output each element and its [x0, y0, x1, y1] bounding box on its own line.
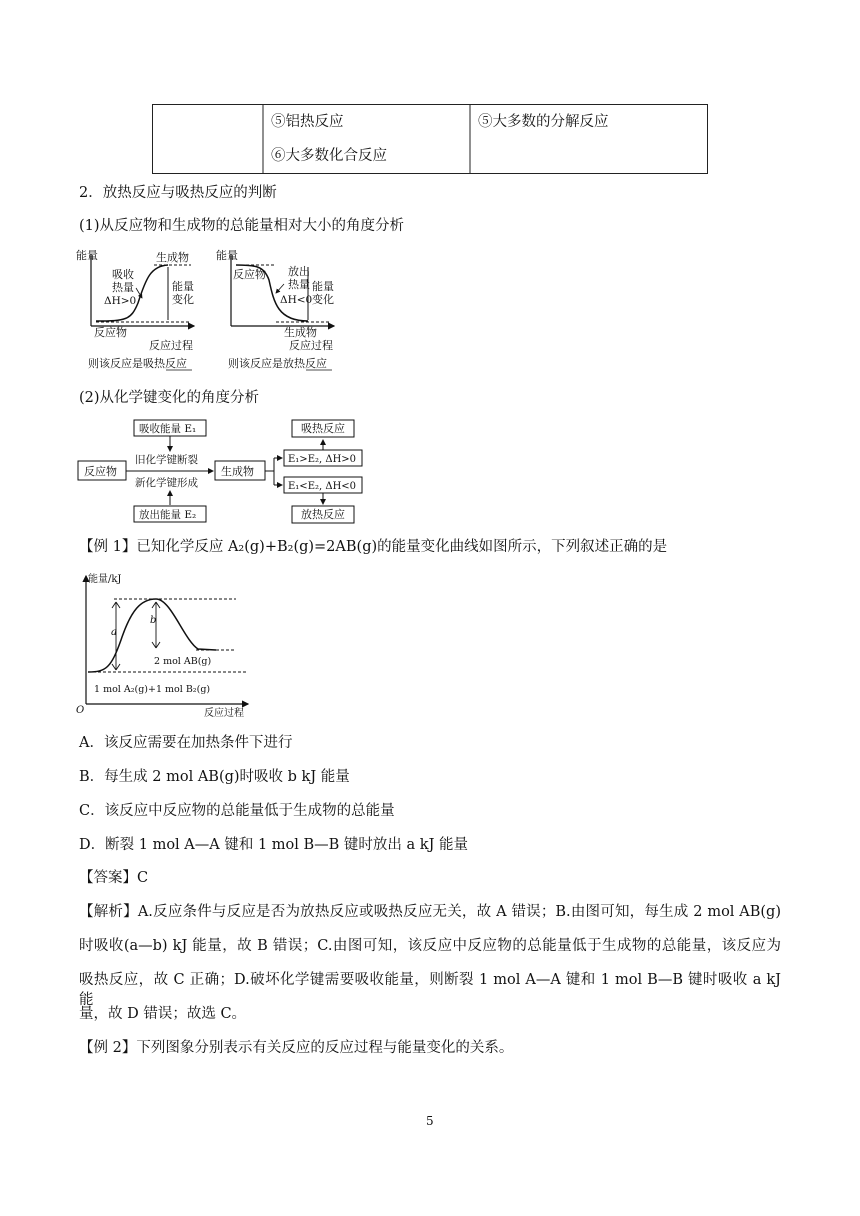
energy-diagram-pair [76, 248, 376, 372]
option-a: A．该反应需要在加热条件下进行 [79, 735, 293, 751]
option-b: B．每生成 2 mol AB(g)时吸收 b kJ 能量 [79, 769, 350, 785]
release-energy-box: 放出能量 E₂ [139, 509, 197, 521]
page-number: 5 [426, 1114, 434, 1128]
svg-text:旧化学键断裂: 旧化学键断裂 [135, 454, 198, 466]
svg-text:反应物: 反应物 [84, 465, 117, 478]
answer: 【答案】C [79, 870, 149, 886]
svg-text:能量: 能量 [312, 280, 334, 293]
svg-text:热量: 热量 [112, 281, 134, 294]
example-2-question: 【例 2】下列图象分别表示有关反应的反应过程与能量变化的关系。 [79, 1040, 514, 1056]
svg-text:E₁<E₂, ΔH<0: E₁<E₂, ΔH<0 [288, 481, 357, 492]
svg-text:ΔH<0: ΔH<0 [280, 294, 313, 306]
svg-text:1 mol A₂(g)+1 mol B₂(g): 1 mol A₂(g)+1 mol B₂(g) [94, 684, 211, 695]
svg-text:能量: 能量 [172, 280, 194, 293]
analysis-line: 【解析】A.反应条件与反应是否为放热反应或吸热反应无关，故 A 错误；B.由图可知，每生成 2 mol AB(g) [79, 904, 781, 920]
example-1-question: 【例 1】已知化学反应 A₂(g)+B₂(g)=2AB(g)的能量变化曲线如图所示，下列叙述正确的是 [79, 539, 668, 555]
svg-text:生成物: 生成物 [156, 251, 189, 264]
bond-change-flowchart [76, 415, 376, 527]
svg-text:变化: 变化 [312, 293, 334, 306]
exothermic-diagram [216, 248, 334, 370]
svg-text:反应过程: 反应过程 [149, 339, 193, 352]
svg-text:反应物: 反应物 [233, 268, 266, 281]
table-cell-text: ⑥大多数化合反应 [271, 148, 387, 164]
table-cell-text: ⑤大多数的分解反应 [478, 114, 609, 130]
svg-text:反应物: 反应物 [94, 326, 127, 339]
svg-text:吸收: 吸收 [112, 268, 134, 281]
table-fragment [150, 102, 710, 176]
svg-text:则该反应是放热反应: 则该反应是放热反应 [228, 357, 327, 370]
absorb-energy-box: 吸收能量 E₁ [139, 423, 197, 435]
svg-text:b: b [150, 615, 157, 626]
y-axis-label: 能量 [76, 249, 98, 262]
svg-text:变化: 变化 [172, 293, 194, 306]
svg-text:则该反应是吸热反应: 则该反应是吸热反应 [88, 357, 187, 370]
svg-text:反应过程: 反应过程 [289, 339, 333, 352]
svg-text:E₁>E₂, ΔH>0: E₁>E₂, ΔH>0 [288, 454, 357, 465]
svg-text:新化学键形成: 新化学键形成 [135, 477, 198, 489]
option-c: C．该反应中反应物的总能量低于生成物的总能量 [79, 803, 395, 819]
svg-text:能量: 能量 [216, 249, 238, 262]
svg-text:放出: 放出 [288, 265, 310, 278]
svg-text:O: O [76, 705, 85, 716]
svg-text:反应过程: 反应过程 [204, 708, 244, 719]
svg-text:生成物: 生成物 [284, 326, 317, 339]
svg-text:ΔH>0: ΔH>0 [104, 295, 137, 307]
svg-text:热量: 热量 [288, 278, 310, 291]
analysis-line: 量，故 D 错误；故选 C。 [79, 1006, 247, 1022]
svg-text:2 mol AB(g): 2 mol AB(g) [154, 656, 212, 667]
subsection-heading: (1)从反应物和生成物的总能量相对大小的角度分析 [79, 218, 405, 234]
y-axis-label: 能量/kJ [88, 574, 122, 585]
section-heading: 2．放热反应与吸热反应的判断 [79, 185, 277, 201]
svg-text:生成物: 生成物 [221, 465, 254, 478]
table-cell-text: ⑤铝热反应 [271, 114, 344, 130]
svg-text:吸热反应: 吸热反应 [301, 422, 345, 435]
svg-text:放热反应: 放热反应 [301, 508, 345, 521]
analysis-line: 时吸收(a—b) kJ 能量，故 B 错误；C.由图可知，该反应中反应物的总能量低于生成物的总能量，该反应为 [79, 938, 781, 954]
subsection-heading: (2)从化学键变化的角度分析 [79, 390, 260, 406]
example-1-energy-chart [76, 570, 252, 720]
analysis-line: 吸热反应，故 C 正确；D.破坏化学键需要吸收能量，则断裂 1 mol A—A 键和 1 mol B—B 键时吸收 a kJ 能 [79, 972, 781, 1008]
svg-text:a: a [111, 627, 117, 638]
option-d: D．断裂 1 mol A—A 键和 1 mol B—B 键时放出 a kJ 能量 [79, 837, 469, 853]
endothermic-diagram [76, 248, 194, 370]
